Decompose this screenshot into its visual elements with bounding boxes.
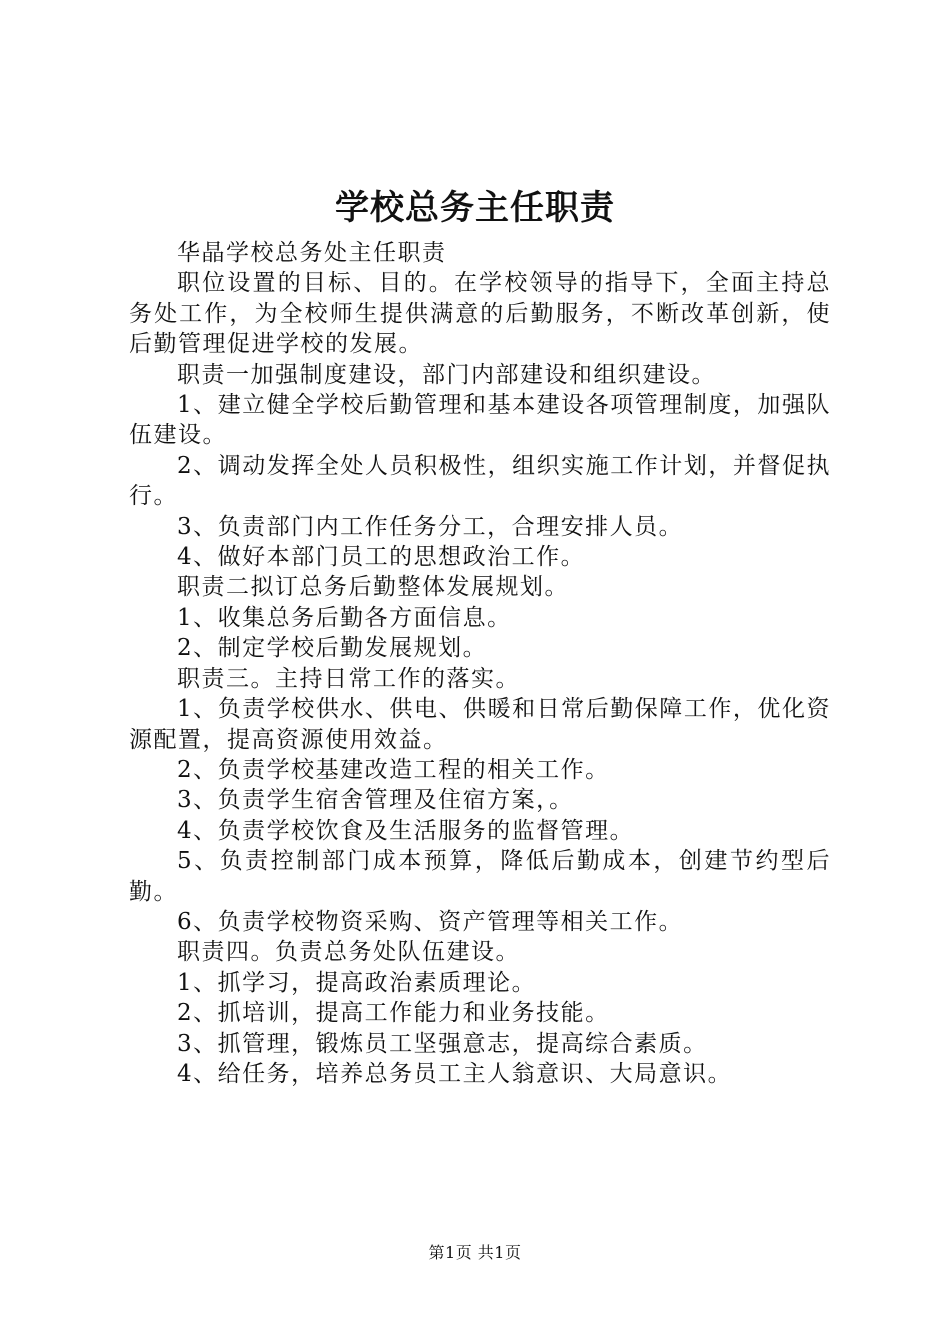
paragraph-duty-3-item-5: 5、负责控制部门成本预算，降低后勤成本，创建节约型后勤。 — [129, 848, 831, 905]
paragraph-duty-3-item-6: 6、负责学校物资采购、资产管理等相关工作。 — [177, 908, 684, 935]
paragraph-duty-1-item-1: 1、建立健全学校后勤管理和基本建设各项管理制度，加强队伍建设。 — [129, 392, 831, 449]
paragraph-duty-1-item-4: 4、做好本部门员工的思想政治工作。 — [177, 544, 586, 571]
paragraph-duty-4-item-3: 3、抓管理，锻炼员工坚强意志，提高综合素质。 — [177, 1030, 708, 1057]
document-body — [129, 238, 831, 1089]
paragraph-duty-4-item-2: 2、抓培训，提高工作能力和业务技能。 — [177, 1000, 610, 1027]
paragraph-duty-2-heading: 职责二拟订总务后勤整体发展规划。 — [177, 574, 569, 601]
paragraph-duty-1-item-2: 2、调动发挥全处人员积极性，组织实施工作计划，并督促执行。 — [129, 452, 831, 510]
document-title: 学校总务主任职责 — [335, 188, 615, 228]
paragraph-duty-1-heading: 职责一加强制度建设，部门内部建设和组织建设。 — [177, 361, 716, 388]
paragraph-duty-2-item-1: 1、收集总务后勤各方面信息。 — [177, 604, 512, 631]
paragraph-duty-3-item-3: 3、负责学生宿舍管理及住宿方案，。 — [177, 787, 574, 814]
paragraph-duty-4-item-1: 1、抓学习，提高政治素质理论。 — [177, 969, 537, 996]
paragraph-duty-4-heading: 职责四。负责总务处队伍建设。 — [177, 939, 520, 966]
paragraph-duty-3-item-4: 4、负责学校饮食及生活服务的监督管理。 — [177, 817, 635, 844]
paragraph-duty-4-item-4: 4、给任务，培养总务员工主人翁意识、大局意识。 — [177, 1060, 733, 1087]
paragraph-duty-3-item-1: 1、负责学校供水、供电、供暖和日常后勤保障工作，优化资源配置，提高资源使用效益。 — [129, 696, 831, 753]
page-footer: 第1页 共1页 — [428, 1243, 522, 1262]
paragraph-duty-2-item-2: 2、制定学校后勤发展规划。 — [177, 635, 488, 662]
paragraph-objective: 职位设置的目标、目的。在学校领导的指导下，全面主持总务处工作，为全校师生提供满意的后勤服务，不断改革创新，使后勤管理促进学校的发展。 — [129, 270, 831, 358]
paragraph-duty-3-heading: 职责三。主持日常工作的落实。 — [177, 665, 520, 692]
paragraph-duty-3-item-2: 2、负责学校基建改造工程的相关工作。 — [177, 756, 610, 783]
paragraph-subtitle: 华晶学校总务处主任职责 — [177, 240, 447, 266]
paragraph-duty-1-item-3: 3、负责部门内工作任务分工，合理安排人员。 — [177, 513, 684, 540]
